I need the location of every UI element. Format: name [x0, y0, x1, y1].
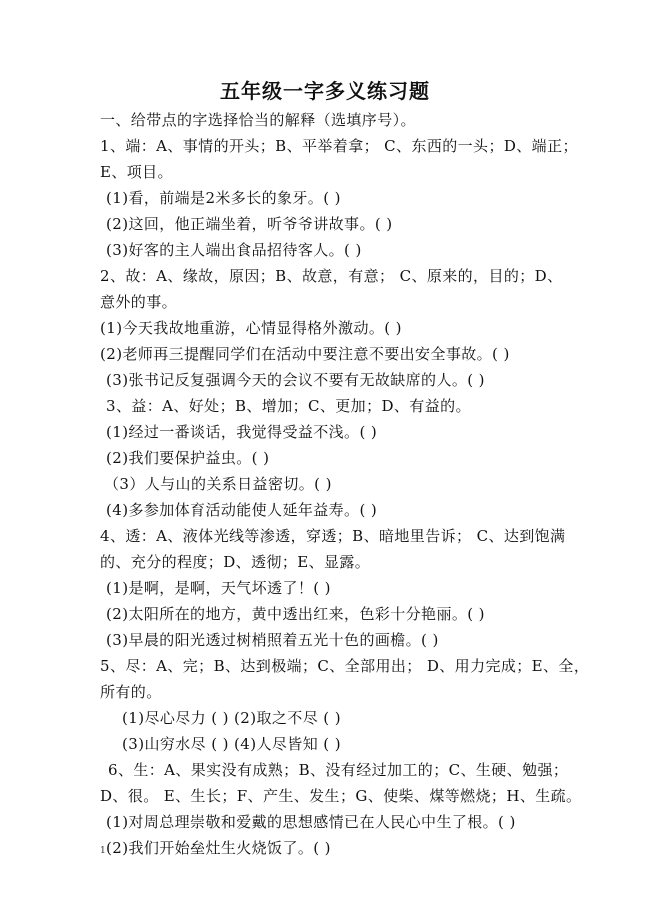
- instruction-line: 一、给带点的字选择恰当的解释（选填序号）。: [100, 111, 416, 129]
- q6-item-1: (1)对周总理崇敬和爱戴的思想感情已在人民心中生了根。( ): [106, 813, 516, 831]
- q1-item-2: (2)这回，他正端坐着，听爷爷讲故事。( ): [106, 215, 393, 233]
- q6-options-line1: 6、生：A、果实没有成熟；B、没有经过加工的；C、生硬、勉强；: [108, 761, 569, 779]
- q5-items-row-1: (1)尽心尽力 ( ) (2)取之不尽 ( ): [122, 709, 341, 727]
- q3-item-3: （3）人与山的关系日益密切。( ): [104, 475, 332, 493]
- q3-item-1: (1)经过一番谈话，我觉得受益不浅。( ): [106, 423, 378, 441]
- q3-item-2: (2)我们要保护益虫。( ): [106, 449, 270, 467]
- q2-options-line2: 意外的事。: [100, 293, 178, 311]
- q5-options-line2: 所有的。: [100, 683, 162, 701]
- q1-item-3: (3)好客的主人端出食品招待客人。( ): [106, 241, 362, 259]
- q3-item-4: (4)多参加体育活动能使人延年益寿。( ): [106, 501, 378, 519]
- q4-item-2: (2)太阳所在的地方，黄中透出红来，色彩十分艳丽。( ): [106, 605, 485, 623]
- page-number: 1: [100, 846, 106, 856]
- q2-item-1: (1)今天我故地重游，心情显得格外激动。( ): [100, 319, 402, 337]
- q4-options-line1: 4、透：A、液体光线等渗透，穿透；B、暗地里告诉； C、达到饱满: [100, 527, 566, 545]
- q4-options-line2: 的、充分的程度；D、透彻；E、显露。: [100, 553, 371, 571]
- q1-options-line2: E、项目。: [100, 163, 173, 181]
- q1-options-line1: 1、端：A、事情的开头；B、平举着拿； C、东西的一头；D、端正；: [100, 137, 578, 155]
- q6-item-2: (2)我们开始垒灶生火烧饭了。( ): [106, 839, 331, 857]
- q3-options: 3、益：A、好处；B、增加；C、更加；D、有益的。: [106, 397, 471, 415]
- q4-item-1: (1)是啊，是啊，天气坏透了！( ): [106, 579, 331, 597]
- q2-item-2: (2)老师再三提醒同学们在活动中要注意不要出安全事故。( ): [100, 345, 510, 363]
- q6-options-line2: D、很。 E、生长；F、产生、发生；G、使柴、煤等燃烧；H、生疏。: [100, 787, 582, 805]
- q4-item-3: (3)早晨的阳光透过树梢照着五光十色的画檐。( ): [106, 631, 439, 649]
- q5-options-line1: 5、尽：A、完；B、达到极端；C、全部用出； D、用力完成；E、全，: [100, 657, 590, 675]
- page-title: 五年级一字多义练习题: [220, 79, 430, 103]
- q5-items-row-2: (3)山穷水尽 ( ) (4)人尽皆知 ( ): [122, 735, 341, 753]
- q2-item-3: (3)张书记反复强调今天的会议不要有无故缺席的人。( ): [106, 371, 485, 389]
- q2-options-line1: 2、故：A、缘故，原因；B、故意，有意； C、原来的，目的；D、: [100, 267, 563, 285]
- q1-item-1: (1)看，前端是2米多长的象牙。( ): [106, 189, 341, 207]
